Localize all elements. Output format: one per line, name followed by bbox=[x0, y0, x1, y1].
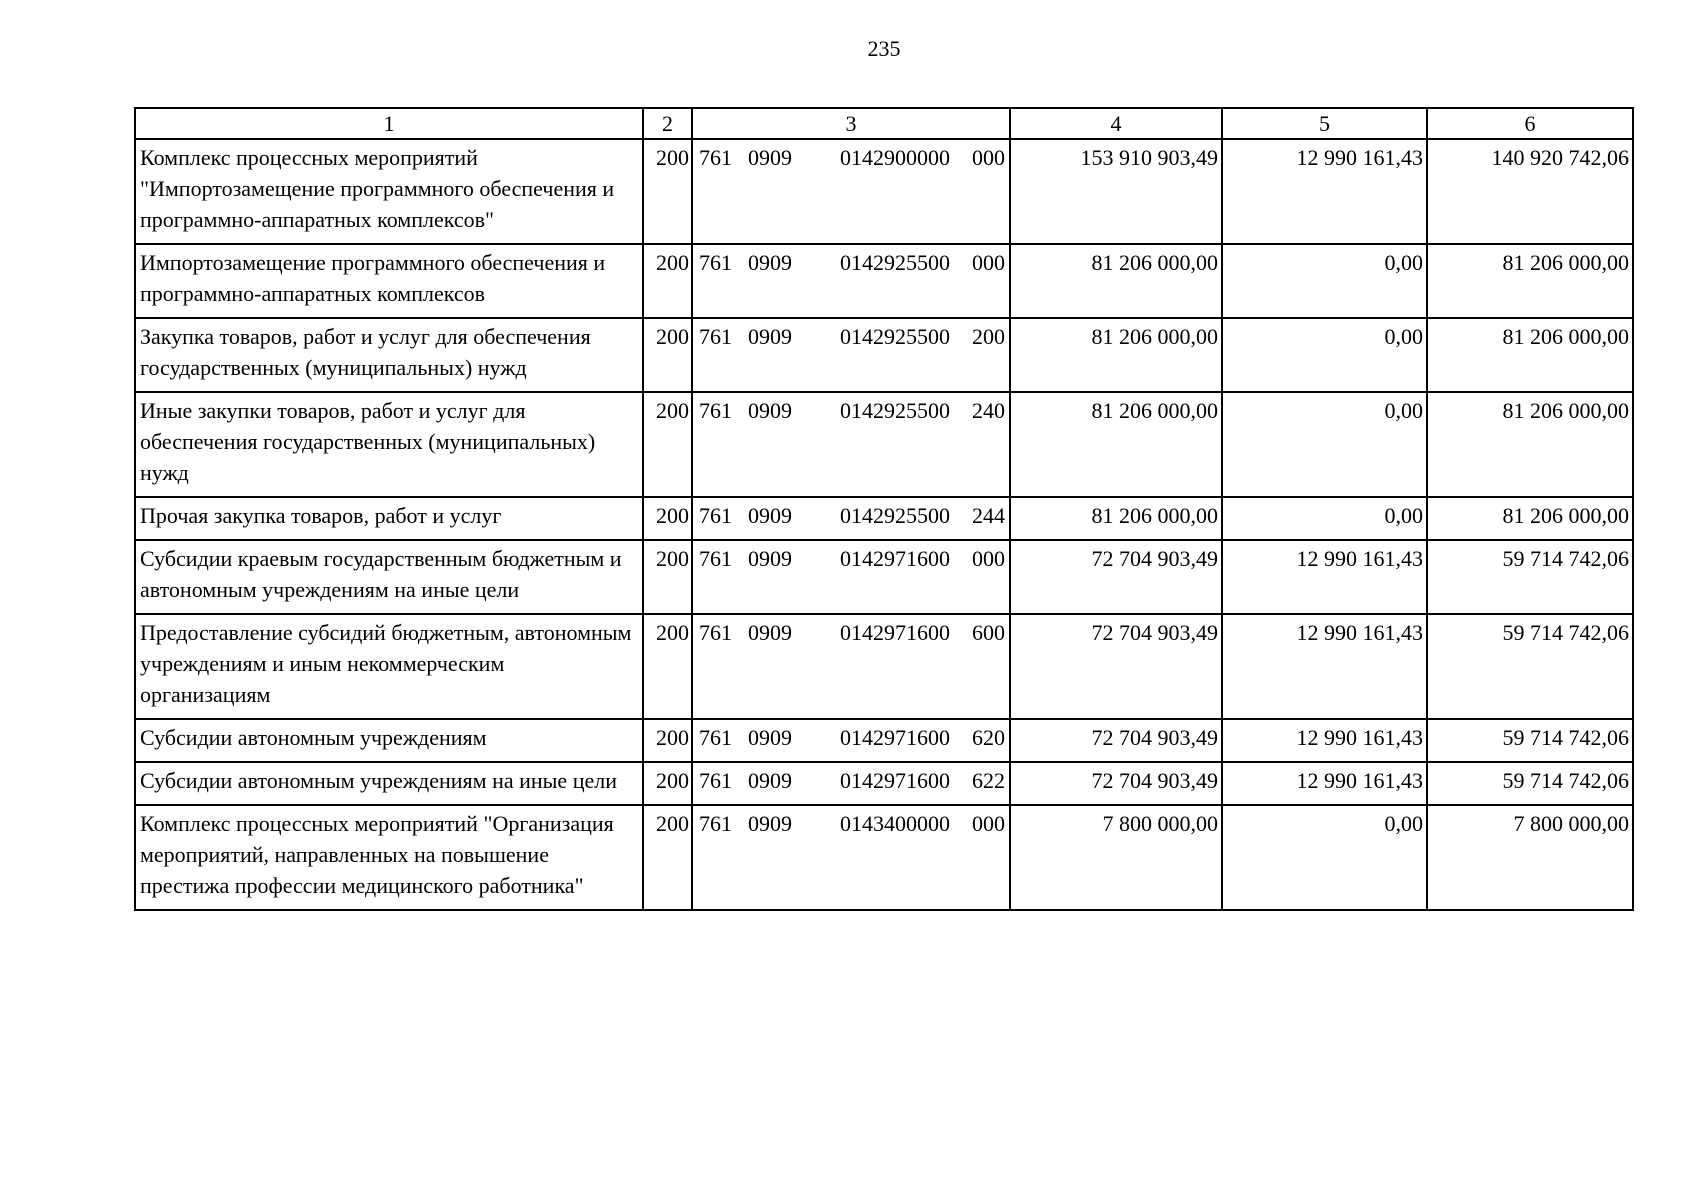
row-value-col5: 0,00 bbox=[1222, 392, 1427, 497]
row-code-col2: 200 bbox=[643, 139, 692, 244]
row-name: Закупка товаров, работ и услуг для обеспечения государственных (муниципальных) нужд bbox=[135, 318, 643, 392]
target-code: 0142900000 bbox=[840, 145, 950, 170]
row-code-col2: 200 bbox=[643, 762, 692, 805]
table-row bbox=[135, 497, 1633, 540]
row-value-col6: 81 206 000,00 bbox=[1427, 318, 1633, 392]
ministry-code: 761 bbox=[699, 546, 732, 571]
row-value-col6: 81 206 000,00 bbox=[1427, 392, 1633, 497]
row-name: Импортозамещение программного обеспечения и программно-аппаратных комплексов bbox=[135, 244, 643, 318]
row-value-col5: 12 990 161,43 bbox=[1222, 719, 1427, 762]
table-row bbox=[135, 614, 1633, 719]
row-value-col4: 72 704 903,49 bbox=[1010, 540, 1222, 614]
row-name: Предоставление субсидий бюджетным, автономным учреждениям и иным некоммерческим организациям bbox=[135, 614, 643, 719]
row-code-col2: 200 bbox=[643, 392, 692, 497]
expense-type-code: 622 bbox=[972, 768, 1005, 793]
row-name: Комплекс процессных мероприятий "Организация мероприятий, направленных на повышение престижа профессии медицинского работника" bbox=[135, 805, 643, 910]
section-code: 0909 bbox=[748, 250, 792, 275]
target-code: 0142925500 bbox=[840, 250, 950, 275]
row-value-col5: 0,00 bbox=[1222, 805, 1427, 910]
expense-type-code: 000 bbox=[972, 250, 1005, 275]
row-budget-codes bbox=[692, 392, 1010, 497]
row-value-col4: 81 206 000,00 bbox=[1010, 244, 1222, 318]
row-budget-codes bbox=[692, 497, 1010, 540]
ministry-code: 761 bbox=[699, 503, 732, 528]
row-value-col6: 7 800 000,00 bbox=[1427, 805, 1633, 910]
row-value-col6: 59 714 742,06 bbox=[1427, 540, 1633, 614]
section-code: 0909 bbox=[748, 324, 792, 349]
section-code: 0909 bbox=[748, 811, 792, 836]
row-budget-codes bbox=[692, 719, 1010, 762]
row-value-col6: 59 714 742,06 bbox=[1427, 762, 1633, 805]
table-row bbox=[135, 244, 1633, 318]
column-header: 5 bbox=[1222, 108, 1427, 139]
row-code-col2: 200 bbox=[643, 719, 692, 762]
row-budget-codes bbox=[692, 139, 1010, 244]
budget-table bbox=[134, 107, 1634, 911]
target-code: 0142971600 bbox=[840, 768, 950, 793]
row-code-col2: 200 bbox=[643, 540, 692, 614]
row-value-col5: 0,00 bbox=[1222, 497, 1427, 540]
row-name: Субсидии автономным учреждениям bbox=[135, 719, 643, 762]
expense-type-code: 620 bbox=[972, 725, 1005, 750]
column-header: 1 bbox=[135, 108, 643, 139]
row-value-col6: 81 206 000,00 bbox=[1427, 497, 1633, 540]
target-code: 0142925500 bbox=[840, 503, 950, 528]
row-value-col4: 81 206 000,00 bbox=[1010, 318, 1222, 392]
table-row bbox=[135, 139, 1633, 244]
ministry-code: 761 bbox=[699, 811, 732, 836]
row-budget-codes bbox=[692, 540, 1010, 614]
row-budget-codes bbox=[692, 762, 1010, 805]
row-value-col4: 7 800 000,00 bbox=[1010, 805, 1222, 910]
row-value-col6: 59 714 742,06 bbox=[1427, 719, 1633, 762]
expense-type-code: 200 bbox=[972, 324, 1005, 349]
row-code-col2: 200 bbox=[643, 805, 692, 910]
row-value-col6: 140 920 742,06 bbox=[1427, 139, 1633, 244]
ministry-code: 761 bbox=[699, 620, 732, 645]
row-code-col2: 200 bbox=[643, 497, 692, 540]
header-row bbox=[135, 108, 1633, 139]
row-name: Прочая закупка товаров, работ и услуг bbox=[135, 497, 643, 540]
row-value-col4: 81 206 000,00 bbox=[1010, 392, 1222, 497]
target-code: 0142971600 bbox=[840, 620, 950, 645]
target-code: 0142971600 bbox=[840, 725, 950, 750]
section-code: 0909 bbox=[748, 725, 792, 750]
row-code-col2: 200 bbox=[643, 318, 692, 392]
ministry-code: 761 bbox=[699, 324, 732, 349]
target-code: 0142925500 bbox=[840, 398, 950, 423]
row-code-col2: 200 bbox=[643, 244, 692, 318]
expense-type-code: 000 bbox=[972, 811, 1005, 836]
ministry-code: 761 bbox=[699, 768, 732, 793]
row-value-col4: 72 704 903,49 bbox=[1010, 614, 1222, 719]
table-row bbox=[135, 540, 1633, 614]
ministry-code: 761 bbox=[699, 145, 732, 170]
section-code: 0909 bbox=[748, 768, 792, 793]
expense-type-code: 000 bbox=[972, 546, 1005, 571]
row-value-col4: 81 206 000,00 bbox=[1010, 497, 1222, 540]
table-row bbox=[135, 805, 1633, 910]
row-name: Иные закупки товаров, работ и услуг для обеспечения государственных (муниципальных) нужд bbox=[135, 392, 643, 497]
row-budget-codes bbox=[692, 805, 1010, 910]
section-code: 0909 bbox=[748, 398, 792, 423]
target-code: 0142925500 bbox=[840, 324, 950, 349]
row-value-col4: 72 704 903,49 bbox=[1010, 762, 1222, 805]
table-row bbox=[135, 392, 1633, 497]
row-value-col4: 72 704 903,49 bbox=[1010, 719, 1222, 762]
row-name: Комплекс процессных мероприятий "Импортозамещение программного обеспечения и программно-аппаратных комплексов" bbox=[135, 139, 643, 244]
expense-type-code: 600 bbox=[972, 620, 1005, 645]
row-value-col5: 0,00 bbox=[1222, 318, 1427, 392]
column-header: 6 bbox=[1427, 108, 1633, 139]
ministry-code: 761 bbox=[699, 725, 732, 750]
ministry-code: 761 bbox=[699, 250, 732, 275]
row-value-col5: 12 990 161,43 bbox=[1222, 540, 1427, 614]
target-code: 0143400000 bbox=[840, 811, 950, 836]
row-value-col5: 12 990 161,43 bbox=[1222, 762, 1427, 805]
expense-type-code: 244 bbox=[972, 503, 1005, 528]
row-code-col2: 200 bbox=[643, 614, 692, 719]
column-header: 4 bbox=[1010, 108, 1222, 139]
row-value-col4: 153 910 903,49 bbox=[1010, 139, 1222, 244]
row-name: Субсидии автономным учреждениям на иные цели bbox=[135, 762, 643, 805]
section-code: 0909 bbox=[748, 145, 792, 170]
row-value-col5: 12 990 161,43 bbox=[1222, 614, 1427, 719]
row-name: Субсидии краевым государственным бюджетным и автономным учреждениям на иные цели bbox=[135, 540, 643, 614]
row-value-col5: 12 990 161,43 bbox=[1222, 139, 1427, 244]
row-value-col5: 0,00 bbox=[1222, 244, 1427, 318]
row-budget-codes bbox=[692, 318, 1010, 392]
row-value-col6: 59 714 742,06 bbox=[1427, 614, 1633, 719]
column-header: 3 bbox=[692, 108, 1010, 139]
section-code: 0909 bbox=[748, 620, 792, 645]
ministry-code: 761 bbox=[699, 398, 732, 423]
page-number: 235 bbox=[867, 36, 901, 61]
column-header: 2 bbox=[643, 108, 692, 139]
table-row bbox=[135, 719, 1633, 762]
row-budget-codes bbox=[692, 614, 1010, 719]
row-budget-codes bbox=[692, 244, 1010, 318]
expense-type-code: 000 bbox=[972, 145, 1005, 170]
section-code: 0909 bbox=[748, 546, 792, 571]
row-value-col6: 81 206 000,00 bbox=[1427, 244, 1633, 318]
expense-type-code: 240 bbox=[972, 398, 1005, 423]
table-row bbox=[135, 762, 1633, 805]
table-row bbox=[135, 318, 1633, 392]
section-code: 0909 bbox=[748, 503, 792, 528]
target-code: 0142971600 bbox=[840, 546, 950, 571]
